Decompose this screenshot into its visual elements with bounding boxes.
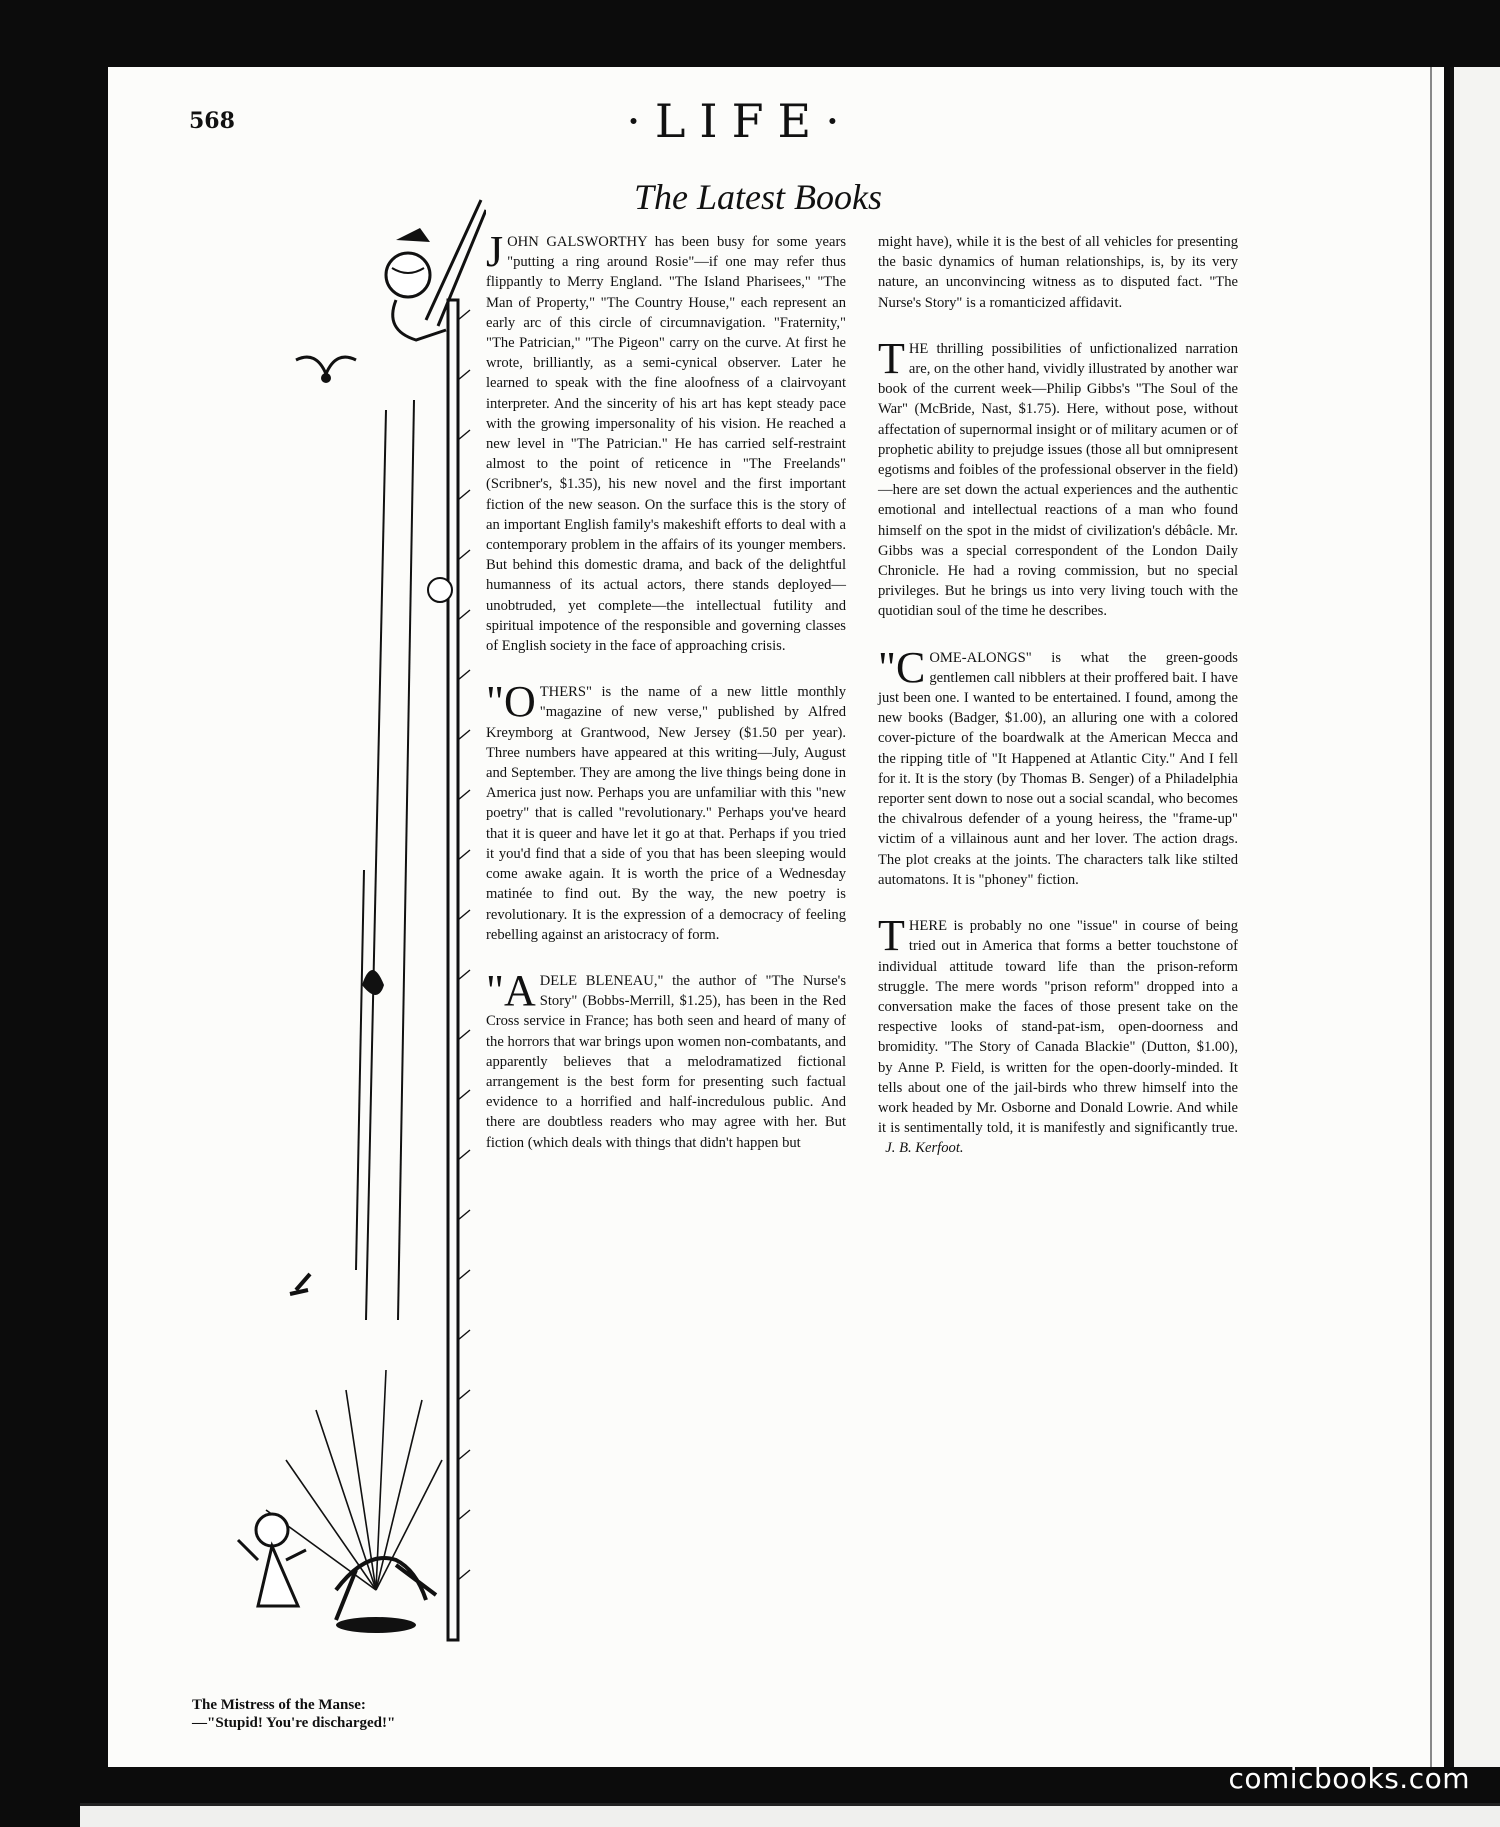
- paragraph-text: might have), while it is the best of all vehicles for presenting the basic dynamics of human relationships, is, by its very nature, an unconvincing witness as to disputed fact. "The Nurse's Story" is a romanticized affidavit.: [878, 234, 1238, 311]
- paragraph-text: HERE is probably no one "issue" in course of being tried out in America that forms a better touchstone of individual attitude toward life than the prison-reform struggle. The mere words "prison reform" dropped into a conversation make the faces of those present take on the respective looks of stand-pat-ism, open-doorness and bromidity. "The Story of Canada Blackie" (Dutton, $1.00), by Anne P. Field, is written for the open-doorly-minded. It tells about one of the jail-birds who threw himself into the work headed by Mr. Osborne and Donald Lowrie. And while it is sentimentally told, it is manifestly and significantly true.: [878, 918, 1238, 1137]
- author-signature: J. B. Kerfoot.: [885, 1140, 964, 1157]
- paragraph-text: OME-ALONGS" is what the green-goods gentlemen call nibblers at their proffered bait. I have just been one. I wanted to be entertained. I found, among the new books (Badger, $1.00), an alluring one with a colored cover-picture of the boardwalk at the American Mecca and the ripping title of "It Happened at Atlantic City." And I fell for it. It is the story (by Thomas B. Senger) of a Philadelphia reporter sent down to nose out a social scandal, who becomes the chivalrous defender of a young heiress, the "frame-up" victim of a villainous aunt and her lover. The action drags. The plot creaks at the joints. The characters talk like stilted automatons. It is "phoney" fiction.: [878, 649, 1238, 888]
- drop-cap: "O: [486, 677, 536, 727]
- review-paragraph: [486, 227, 846, 656]
- drop-cap: "A: [486, 965, 536, 1015]
- drop-cap: T: [878, 333, 905, 383]
- column-middle: [486, 227, 846, 1179]
- caption-line-1: The Mistress of the Manse:: [192, 1697, 366, 1713]
- paragraph-text: THERS" is the name of a new little monthly "magazine of new verse," published by Alfred Kreymborg at Grantwood, New Jersey ($1.50 per year). Three numbers have appeared at this writing—July, August and September. They are among the live things being done in America just now. Perhaps you are unfamiliar with this "new poetry" that is called "revolutionary." Perhaps you've heard that it is queer and have let it go at that. Perhaps if you tried it you'd find that a side of you that has been sleeping would come awake again. It is worth the price of a Wednesday matinée to find out. By the way, the new poetry is revolutionary. It is the expression of a democracy of feeling rebelling against an aristocracy of form.: [486, 684, 846, 943]
- caption-line-2: —"Stupid! You're discharged!": [192, 1715, 396, 1731]
- watermark: comicbooks.com: [1228, 1762, 1470, 1795]
- review-paragraph: [486, 965, 846, 1153]
- paragraph-text: OHN GALSWORTHY has been busy for some years "putting a ring around Rosie"—if one may refer thus flippantly to Merry England. "The Island Pharisees," "The Man of Property," "The Country House," each represent an early arc of this circle of circumnavigation. "Fraternity," "The Patrician," "The Pigeon" carry on the curve. At first he wrote, brilliantly, as a semi-cynical observer. Later he learned to speak with the fine aloofness of a clairvoyant interpreter. And the sincerity of his art has kept steady pace with the growing impersonality of his vision. He reached a new level in "The Patrician." He has carried self-restraint almost to the point of reticence in "The Freelands" (Scribner's, $1.35), his new novel and the first important fiction of the new season. On the surface this is the story of an important English family's makeshift efforts to deal with a contemporary problem in the affairs of its younger members. But behind this domestic drama, and back of the delightful humanness of its actual actors, there stands deployed—unobtruded, yet complete—the intellectual futility and spiritual impotence of the responsible and governing classes of English society in the face of approaching crisis.: [486, 234, 846, 655]
- column-right: [878, 232, 1238, 1185]
- review-paragraph: [486, 677, 846, 945]
- review-paragraph: [878, 333, 1239, 622]
- review-paragraph: [878, 911, 1238, 1158]
- drop-cap: J: [486, 227, 504, 276]
- review-paragraph: [878, 232, 1238, 313]
- paragraph-text: DELE BLENEAU," the author of "The Nurse's Story" (Bobbs-Merrill, $1.25), has been in the Red Cross service in France; has both seen and heard of many of the horrors that war brings upon women non-combatants, and apparently believes that a melodramatized fictional arrangement is the best form for presenting such factual evidence to a horrified and half-incredulous public. And there are doubtless readers who may agree with her. But fiction (which deals with things that didn't happen but: [486, 972, 846, 1151]
- masthead: ·LIFE·: [626, 94, 854, 148]
- next-page-edge: [1450, 67, 1500, 1767]
- page-spine: [1430, 67, 1432, 1767]
- paragraph-text: HE thrilling possibilities of unfictionalized narration are, on the other hand, vividly illustrated by another war book of the current week—Philip Gibbs's "The Soul of the War" (McBride, Nast, $1.75). Here, without pose, without affectation of supernormal insight or of military acumen or of prophetic ability to prejudge issues (those all but omnipresent egotisms and foibles of the professional observer in the field)—here are set down the actual experiences and the authentic emotional and intellectual reactions of a man who found himself on the spot in the midst of civilization's débâcle. Mr. Gibbs was a special correspondent of the London Daily Chronicle. He had a roving commission, but no special privileges. But he brings us into very living touch with the quotidian soul of the time he describes.: [878, 340, 1239, 620]
- next-page-strip: [80, 1803, 1500, 1827]
- review-paragraph: [878, 642, 1238, 890]
- falling-figure-illustration: [186, 170, 486, 1710]
- section-title: The Latest Books: [634, 177, 882, 217]
- drop-cap: T: [878, 911, 905, 961]
- page-number: 568: [189, 108, 235, 134]
- cartoon-caption: [192, 1696, 492, 1732]
- drop-cap: "C: [878, 642, 926, 692]
